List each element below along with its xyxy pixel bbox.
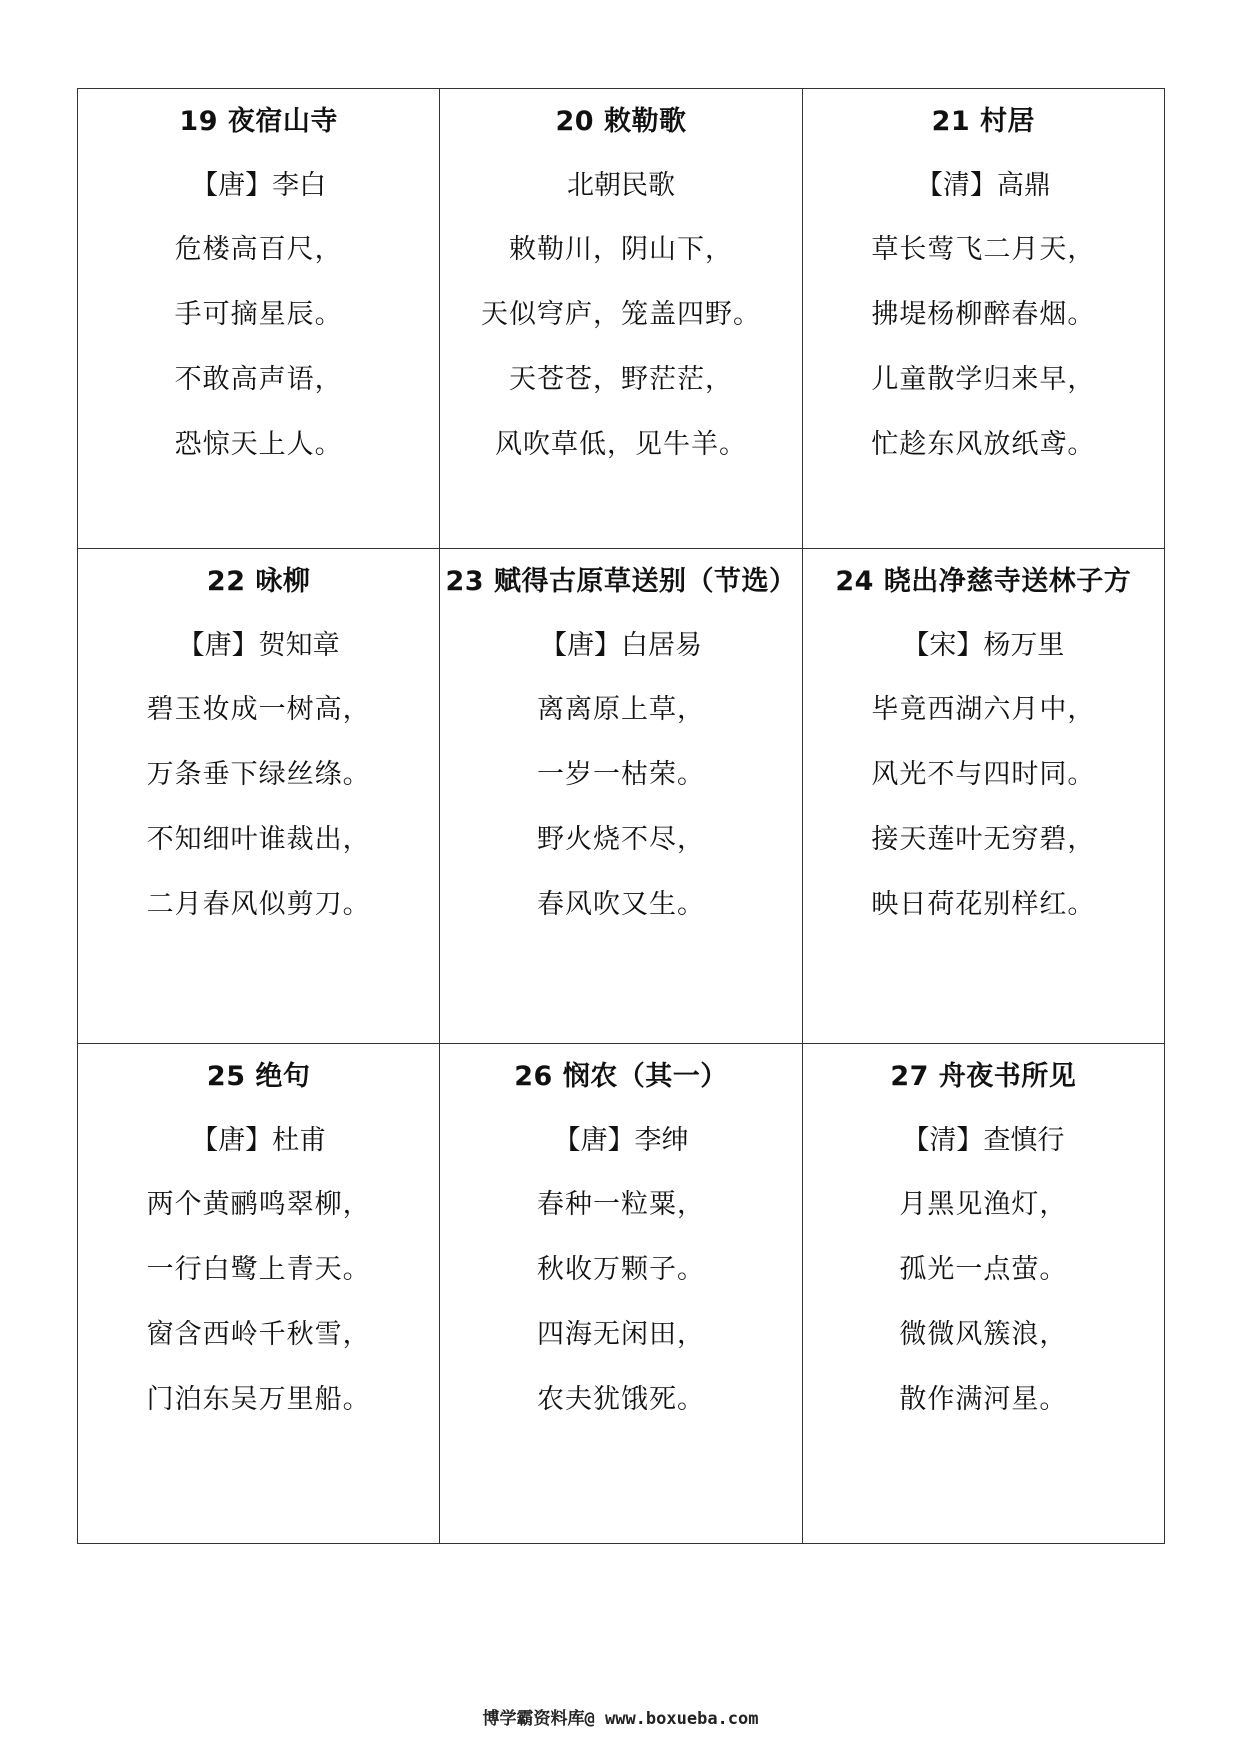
- poem-line: 草长莺飞二月天，: [871, 234, 1096, 265]
- poem-line: 接天莲叶无穷碧，: [871, 824, 1096, 855]
- poem-line: 春种一粒粟，: [536, 1189, 705, 1220]
- poem-author: 【唐】杜甫: [191, 1125, 327, 1156]
- poem-line: 一岁一枯荣。: [536, 759, 705, 790]
- poem-table: [77, 88, 1165, 1544]
- poem-author: 【唐】白居易: [539, 630, 702, 661]
- poem-lines: [537, 1190, 705, 1450]
- poem-author: 【清】查慎行: [902, 1125, 1065, 1156]
- poem-lines: [175, 235, 343, 495]
- poem-line: 天似穹庐，笼盖四野。: [480, 299, 761, 330]
- poem-cell: [78, 89, 440, 549]
- poem-line: 敕勒川，阴山下，: [508, 234, 733, 265]
- poem-title: 25 绝句: [206, 1061, 311, 1092]
- poem-cell: [78, 549, 440, 1044]
- poem-line: 离离原上草，: [536, 694, 705, 725]
- poem-line: 门泊东吴万里船。: [146, 1384, 371, 1415]
- poem-line: 秋收万颗子。: [536, 1254, 705, 1285]
- poem-lines: [871, 235, 1095, 495]
- poem-title: 24 晓出净慈寺送林子方: [835, 566, 1132, 597]
- table-row: [78, 1044, 1165, 1544]
- poem-line: 散作满河星。: [899, 1384, 1068, 1415]
- poem-title: 27 舟夜书所见: [890, 1061, 1077, 1092]
- poem-author: 北朝民歌: [566, 170, 675, 201]
- poem-line: 拂堤杨柳醉春烟。: [871, 299, 1096, 330]
- poem-author: 【宋】杨万里: [902, 630, 1065, 661]
- poem-lines: [537, 695, 705, 955]
- poem-line: 四海无闲田，: [536, 1319, 705, 1350]
- poem-author: 【唐】李绅: [553, 1125, 689, 1156]
- footer-watermark: 博学霸资料库@ www.boxueba.com: [482, 1709, 759, 1729]
- poem-line: 万条垂下绿丝绦。: [146, 759, 371, 790]
- poem-title: 19 夜宿山寺: [179, 106, 338, 137]
- poem-line: 手可摘星辰。: [174, 299, 343, 330]
- poem-title: 23 赋得古原草送别（节选）: [445, 566, 797, 597]
- poem-cell: [802, 549, 1164, 1044]
- poem-line: 危楼高百尺，: [174, 234, 343, 265]
- poem-line: 毕竟西湖六月中，: [871, 694, 1096, 725]
- poem-title: 21 村居: [931, 106, 1036, 137]
- poem-line: 风吹草低，见牛羊。: [494, 429, 747, 460]
- poem-title: 20 敕勒歌: [555, 106, 687, 137]
- poem-cell: [802, 89, 1164, 549]
- poem-cell: [440, 549, 802, 1044]
- table-row: [78, 549, 1165, 1044]
- poem-line: 不敢高声语，: [174, 364, 343, 395]
- poem-line: 春风吹又生。: [536, 889, 705, 920]
- poem-line: 两个黄鹂鸣翠柳，: [146, 1189, 371, 1220]
- poem-line: 风光不与四时同。: [871, 759, 1096, 790]
- poem-title: 22 咏柳: [206, 566, 311, 597]
- poem-line: 微微风簇浪，: [899, 1319, 1068, 1350]
- table-row: [78, 89, 1165, 549]
- poem-lines: [147, 1190, 371, 1450]
- poem-line: 碧玉妆成一树高，: [146, 694, 371, 725]
- poem-lines: [899, 1190, 1067, 1450]
- poem-lines: [481, 235, 761, 495]
- poem-line: 野火烧不尽，: [536, 824, 705, 855]
- poem-line: 孤光一点萤。: [899, 1254, 1068, 1285]
- poem-line: 一行白鹭上青天。: [146, 1254, 371, 1285]
- poem-author: 【唐】李白: [191, 170, 327, 201]
- poem-line: 农夫犹饿死。: [536, 1384, 705, 1415]
- poem-line: 忙趁东风放纸鸢。: [871, 429, 1096, 460]
- poem-line: 不知细叶谁裁出，: [146, 824, 371, 855]
- poem-cell: [802, 1044, 1164, 1544]
- poem-lines: [147, 695, 371, 955]
- poem-line: 月黑见渔灯，: [899, 1189, 1068, 1220]
- poem-cell: [440, 89, 802, 549]
- poem-author: 【唐】贺知章: [177, 630, 340, 661]
- poem-line: 二月春风似剪刀。: [146, 889, 371, 920]
- poem-line: 儿童散学归来早，: [871, 364, 1096, 395]
- poem-cell: [440, 1044, 802, 1544]
- poem-line: 天苍苍，野茫茫，: [508, 364, 733, 395]
- poem-line: 窗含西岭千秋雪，: [146, 1319, 371, 1350]
- poem-cell: [78, 1044, 440, 1544]
- poem-title: 26 悯农（其一）: [514, 1061, 728, 1092]
- poem-author: 【清】高鼎: [915, 170, 1051, 201]
- poem-lines: [871, 695, 1095, 955]
- poem-line: 恐惊天上人。: [174, 429, 343, 460]
- poem-line: 映日荷花别样红。: [871, 889, 1096, 920]
